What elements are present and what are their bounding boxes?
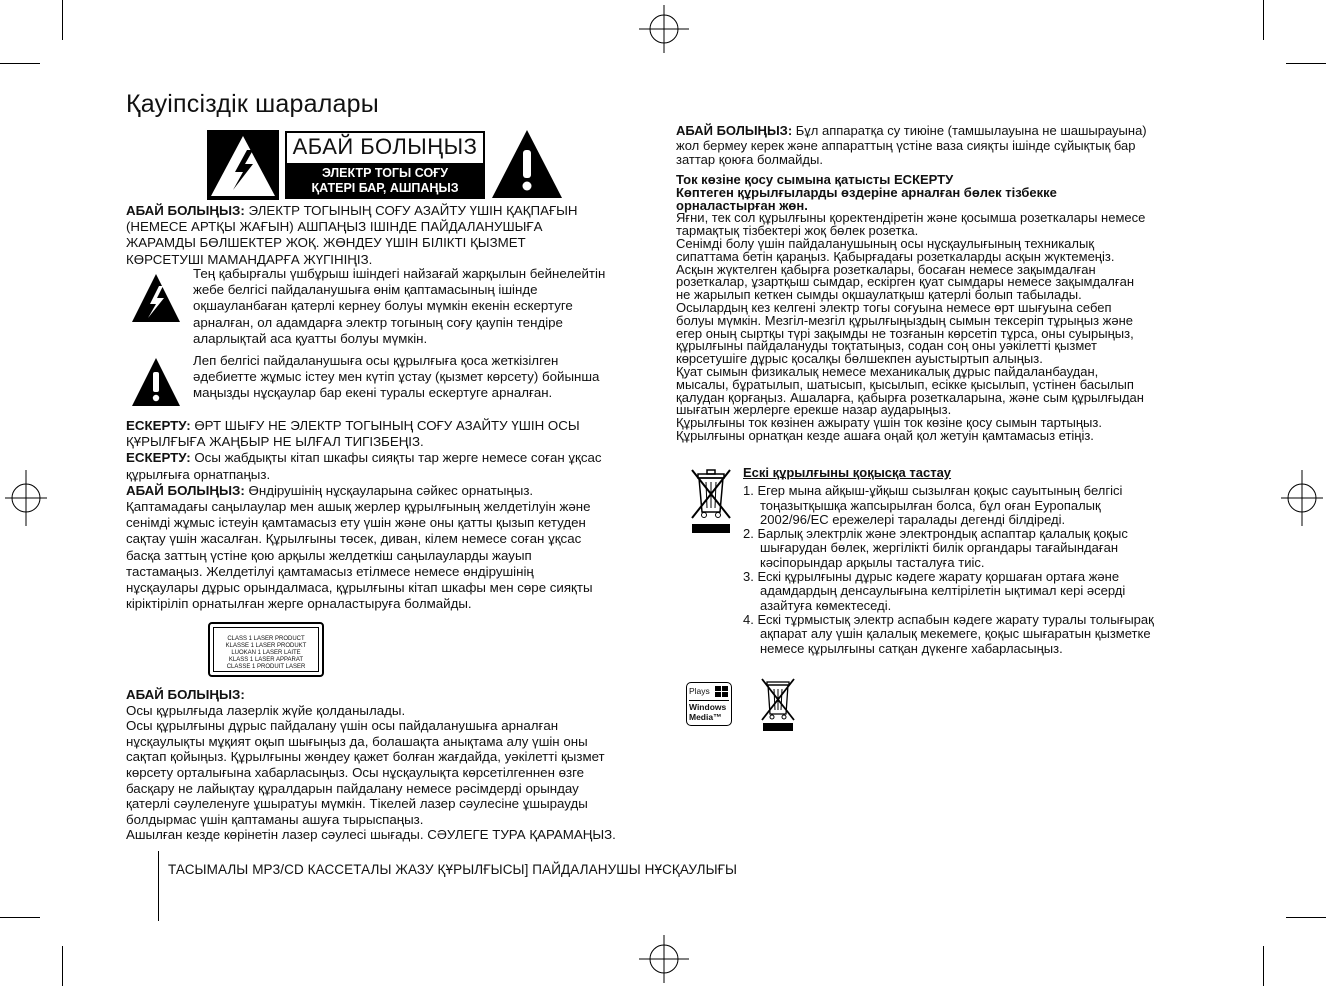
disposal-item: 1. Егер мына айқыш-ұйқыш сызылған қоқыс сауытының белгісі тоңазытқышқа жапсырылған болса, бұл оған Еуропалық 2002/96/EC ережелері таралады дегенді білдіреді. [743, 483, 1123, 527]
crop-mark [1263, 0, 1264, 40]
crop-mark [1286, 63, 1326, 64]
caution-1: ЕСКЕРТУ: ӨРТ ШЫҒУ НЕ ЭЛЕКТР ТОГЫНЫҢ СОҒУ АЗАЙТУ ҮШІН ОСЫ ҚҰРЫЛҒЫҒА ЖАҢБЫР НЕ ЫЛҒАЛ ТИГІЗБЕҢІЗ. ЕСКЕРТУ: Осы жабдықты кітап шкафы сияқты тар жерге немесе соған ұқсас құрылғыға орнатпаңыз. АБАЙ БОЛЫҢЫЗ: Өндірушінің нұсқауларына сәйкес орнатыңыз. Қаптамадағы саңылаулар мен ашық жерлер құрылғының желдетілуін және сенімді жұмыс істеуін қамтамасыз ету үшін және оны қатты қызып кетуден сақтау үшін жасалған. Құрылғыны төсек, диван, кілем немесе соған ұқсас басқа заттың үстіне қою арқылы желдеткіш саңылауларды жауып тастамаңыз. Желдетілуі қамтамасыз етілмесе немесе өндірушінің нұсқаулары дұрыс орындалмаса, құрылғыны кітап шкафы мен сөре сияқты кіріктіріліп орнатылған жерге орналастыруға болмайды. [126, 418, 602, 612]
disposal-item: 3. Ескі құрылғыны дұрыс кәдеге жарату қоршаған ортаға және адамдардың денсаулығына келтірілетін ықтимал кері әсерді азайтуға көмектеседі. [743, 569, 1126, 613]
exclamation-icon [130, 356, 182, 408]
exclamation-description: Леп белгісі пайдаланушыға осы құрылғыға қоса жеткізілген әдебиетте жұмыс істеу мен күтіп ұстау (қызмет көрсету) бойынша маңызды нұсқаулар бар екені туралы ескертуге арналған. [193, 353, 600, 401]
bolt-description: Тең қабырғалы үшбұрыш ішіндегі найзағай жарқылын бейнелейтін жебе белгісі пайдаланушыға өнім қаптамасының ішінде оқшауланбаған қатерлі кернеу болуы мүмкін екенін ескертуге арналған, ол адамдарға электр тогының соғу қаупін тендіре аларлықтай аса қуатты болуы мүмкін. [193, 266, 606, 346]
disposal-item: 2. Барлық электрлік және электрондық аспаптар қалалық қоқыс шығарудан бөлек, жергілікті билік органдары тағайындаған кәсіпорындар арқылы тасталуға тиіс. [743, 526, 1128, 570]
crossed-bin-icon [688, 466, 734, 536]
disposal-item: 4. Ескі тұрмыстық электр аспабын кәдеге жарату туралы толығырақ ақпарат алу үшін қалалық мекемеге, қоқыс шығаратын қызметке немесе құрылғыны сатқан дүкенге хабарласыңыз. [743, 611, 1154, 656]
crop-mark [0, 917, 40, 918]
warning-3: АБАЙ БОЛЫҢЫЗ: Осы құрылғыда лазерлік жүйе қолданылады. Осы құрылғыны дұрыс пайдалану үшін осы пайдаланушыға арналған нұсқаулықты мұқият оқып шығыңыз да, болашақта анықтама алу үшін оны сақтап қойыңыз. Құрылғыны жөндеу қажет болған жағдайда, уәкілетті қызмет көрсету орталығына хабарласыңыз. Осы нұсқаулықта көрсетілгеннен өзге басқару не лайықтау құралдарын пайдалану немесе рәсімдерді орындау қатерлі сәулеленуге ұшыратуы мүмкін. Тікелей лазер сәулесіне ұшырауды болдырмас үшін қаптаманы ашуға тырыспаңыз. Ашылған кезде көрінетін лазер сәулесі шығады. СӘУЛЕГЕ ТУРА ҚАРАМАҢЫЗ. [126, 687, 616, 843]
disposal-section [743, 466, 1213, 656]
caution-sign [285, 131, 485, 199]
lightning-triangle-icon [130, 272, 182, 324]
registration-mark-icon [1281, 470, 1323, 526]
power-cord-caution: Ток көзіне қосу сымына қатысты ЕСКЕРТУ Көптеген құрылғыларды өздеріне арналған бөлек тізбекке орналастырған жөн. Яғни, тек сол құрылғыны қоректендіретін және қосымша розеткалары немесе тармақтық тізбектері жоқ бөлек розетка. Сенімді болу үшін пайдаланушының осы нұсқаулығының техникалық сипаттама бетін қараңыз. Қабырғадағы розеткаларды асқын жүктемеңіз. Асқын жүктелген қабырға розеткалары, босаған немесе зақымдалған розеткалар, ұзартқыш сымдар, ескірген қуат сымдары немесе зақымдалған не жарылып кеткен сымды оқшаулатқыш қатерлі болып табылады. Осылардың кез келгені электр тогы соғуына немесе өрт шығуына себеп болуы мүмкін. Мезгіл-мезгіл құрылғыңыздың сымын тексеріп тұрыңыз және егер оның сыртқы түрі зақымды не тозғанын көрсетіп тұрса, оны суырыңыз, құрылғыны пайдалануды тоқтатыңыз, содан соң оны уәкілетті қызмет көрсетушіге дұрыс қосалқы бөлшекпен ауыстыртып алыңыз. Қуат сымын физикалық немесе механикалық дұрыс пайдаланбаудан, мысалы, бұратылып, шатысып, қысылып, есікке қысылып, үстінен басылып қалудан қорғаңыз. Ашаларға, қабырға розеткаларына, және сым құрылғыдан шығатын жерлерге ерекше назар аударыңыз. Құрылғыны ток көзінен ажырату үшін ток көзіне қосу сымын тартыңыз. Құрылғыны орнатқан кезде ашаға оңай қол жетуін қамтамасыз етіңіз. [676, 172, 1146, 443]
registration-mark-icon [5, 470, 47, 526]
disposal-title: Ескі құрылғыны қоқысқа тастау [743, 465, 952, 480]
crossed-bin-small-icon [758, 676, 798, 732]
crop-mark [62, 946, 63, 986]
footer-divider [158, 851, 159, 921]
exclamation-triangle-icon [490, 128, 564, 200]
water-warning: АБАЙ БОЛЫҢЫЗ: Бұл аппаратқа су тиюіне (тамшылауына не шашырауына) жол бермеу керек және аппараттың үстіне ваза сияқты ішінде сұйықтық бар заттар қоюға болмайды. [676, 123, 1147, 167]
sign-top-text: АБАЙ БОЛЫҢЫЗ [292, 134, 478, 159]
electric-shock-icon [207, 130, 279, 200]
registration-mark-icon [639, 935, 689, 983]
windows-flag-icon [715, 686, 729, 698]
sign-bottom-text: ЭЛЕКТР ТОГЫ СОҒУ ҚАТЕРІ БАР, АШПАҢЫЗ [287, 163, 483, 197]
crop-mark [1263, 946, 1264, 986]
warning-1: АБАЙ БОЛЫҢЫЗ: ЭЛЕКТР ТОГЫНЫҢ СОҒУ АЗАЙТУ ҮШІН ҚАҚПАҒЫН (НЕМЕСЕ АРТҚЫ ЖАҒЫН) АШПАҢЫЗ ІШІНДЕ ПАЙДАЛАНУШЫҒА ЖАРАМДЫ БӨЛШЕКТЕР ЖОҚ. ЖӨНДЕУ ҮШІН БІЛІКТІ ҚЫЗМЕТ КӨРСЕТУШІ МАМАНДАРҒА ЖҮГІНІҢІЗ. [126, 203, 578, 267]
crop-mark [0, 63, 40, 64]
page-title: Қауіпсіздік шаралары [126, 90, 379, 118]
crop-mark [62, 0, 63, 40]
laser-product-label: CLASS 1 LASER PRODUCT KLASSE 1 LASER PRODUKT LUOKAN 1 LASER LAITE KLASS 1 LASER APPARAT CLASSE 1 PRODUIT LASER [208, 622, 324, 677]
crop-mark [1286, 917, 1326, 918]
plays-windows-media-logo: Plays Windows Media™ [686, 682, 732, 726]
registration-mark-icon [639, 5, 689, 53]
footer-text: ТАСЫМАЛЫ MP3/CD КАССЕТАЛЫ ЖАЗУ ҚҰРЫЛҒЫСЫ] ПАЙДАЛАНУШЫ НҰСҚАУЛЫҒЫ [168, 862, 738, 877]
